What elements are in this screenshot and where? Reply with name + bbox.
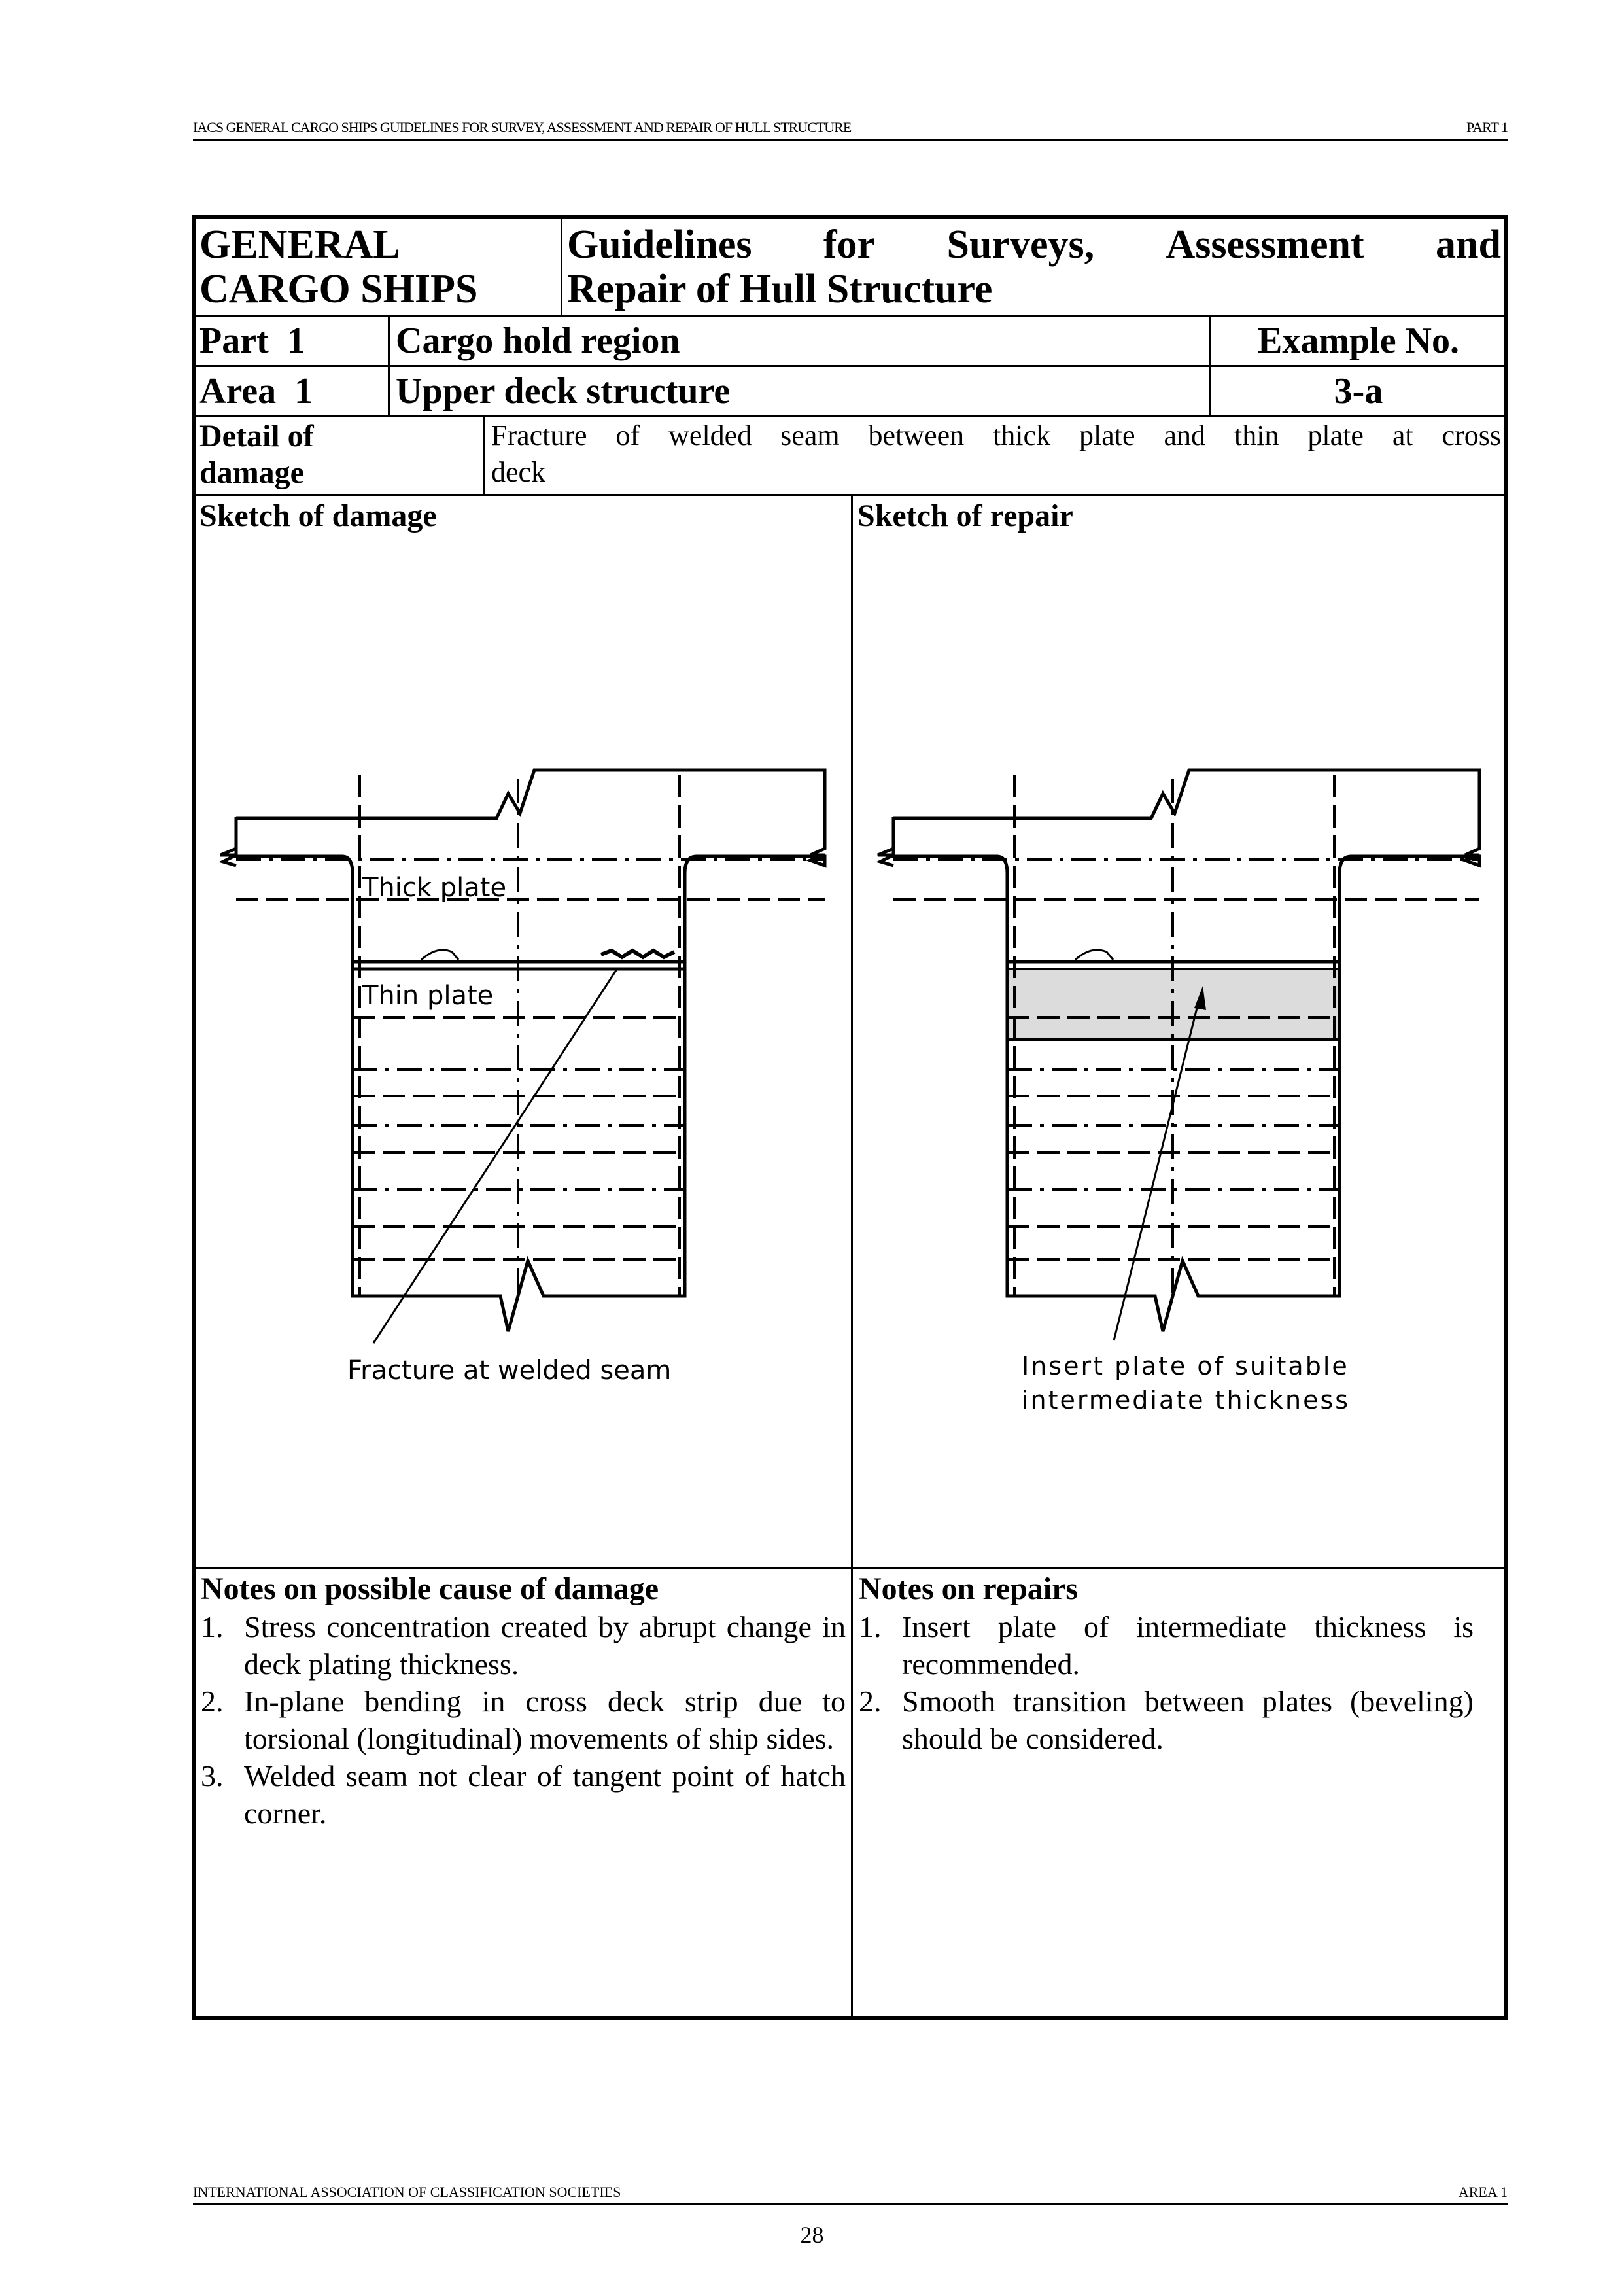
area-label: Area 1 [199,371,313,412]
example-label: Example No. [1258,321,1459,361]
ship-type: GENERAL CARGO SHIPS [199,222,478,311]
label-insert-line2: intermediate thickness [1022,1386,1351,1414]
notes-repair-title: Notes on repairs [859,1571,1079,1606]
footer-area: AREA 1 [1458,2184,1508,2200]
part-label: Part 1 [199,321,305,361]
detail-value: Fracture of welded seam between thick plate and thin plate at cross deck [491,419,1501,488]
list-item: 1. Stress concentration created by abrupt change in deck plating thickness. [201,1610,846,1681]
running-footer [193,2184,1508,2205]
notes-repair-list [859,1608,1474,1757]
col-divider [1209,315,1211,415]
col-divider [483,415,485,494]
sketch-damage-title: Sketch of damage [199,499,437,533]
label-insert-line1: Insert plate of suitable [1022,1352,1349,1380]
header-part: PART 1 [1466,119,1508,135]
row-divider [196,1567,1504,1569]
guideline-title-line2: Repair of Hull Structure [567,267,993,311]
header-title: IACS GENERAL CARGO SHIPS GUIDELINES FOR SURVEY, ASSESSMENT AND REPAIR OF HULL STRUCTURE [193,119,852,135]
col-divider [561,219,562,315]
area-value: Upper deck structure [396,371,731,412]
example-sheet [192,215,1508,2020]
guideline-title-line1: Guidelines for Surveys, Assessment and [567,222,1501,267]
row-divider [196,315,1504,317]
notes-repair [859,1570,1474,1757]
label-fracture: Fracture at welded seam [347,1356,672,1386]
notes-cause-list [201,1608,846,1832]
label-thin-plate: Thin plate [362,981,494,1011]
example-number: 3-a [1334,371,1383,412]
list-item: 3. Welded seam not clear of tangent point of hatch corner. [201,1759,846,1830]
col-divider [388,315,390,415]
list-item: 2. Smooth transition between plates (beveling) should be considered. [859,1685,1474,1755]
row-divider [196,365,1504,367]
guideline-title [567,222,1501,311]
part-value: Cargo hold region [396,321,680,361]
list-item: 1. Insert plate of intermediate thickness is recommended. [859,1610,1474,1681]
notes-cause [201,1570,846,1832]
notes-cause-title: Notes on possible cause of damage [201,1571,659,1606]
list-item: 2. In-plane bending in cross deck strip due to torsional (longitudinal) movements of ship sides. [201,1685,846,1755]
detail-label: Detail of damage [199,419,314,490]
running-header [193,119,1508,141]
repair-sketch [853,494,1504,1567]
footer-organisation: INTERNATIONAL ASSOCIATION OF CLASSIFICATION SOCIETIES [193,2184,621,2200]
damage-sketch [196,494,851,1567]
label-thick-plate: Thick plate [362,873,507,903]
sketch-repair-title: Sketch of repair [857,499,1073,533]
page-number: 28 [800,2222,824,2248]
